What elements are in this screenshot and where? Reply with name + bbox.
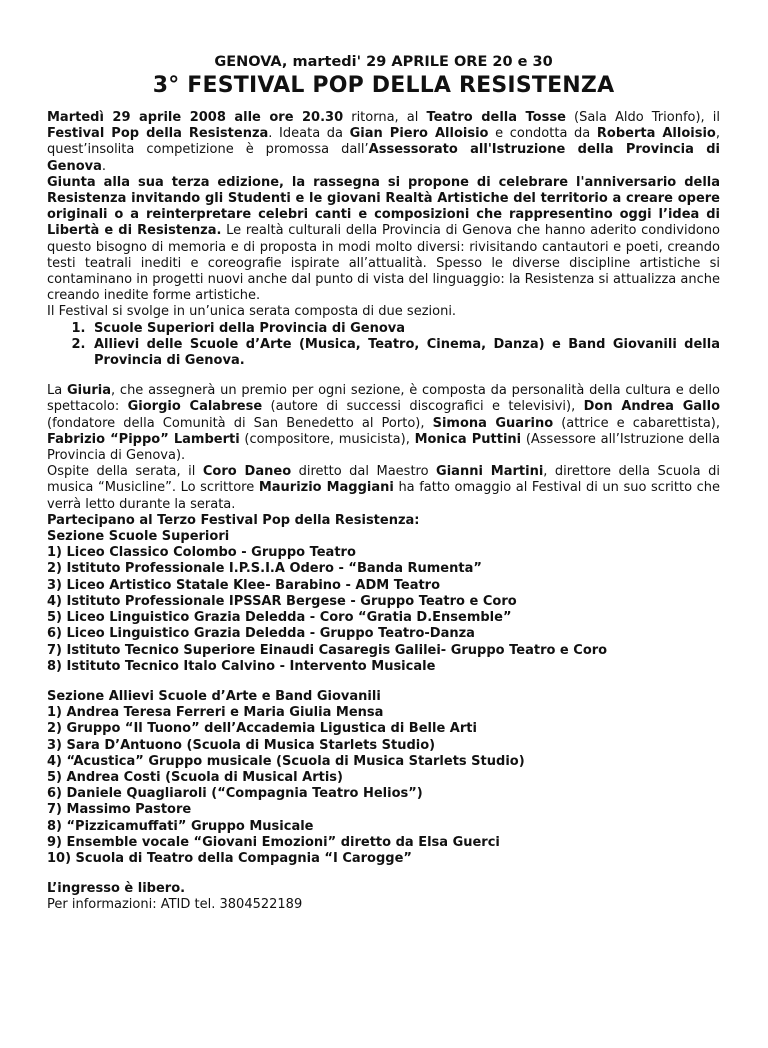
text-run: Roberta Alloisio [596, 126, 716, 142]
list-item: 7) Istituto Tecnico Superiore Einaudi Casaregis Galilei- Gruppo Teatro e Coro [47, 642, 608, 658]
list-item: 10) Scuola di Teatro della Compagnia “I Carogge” [47, 850, 412, 866]
text-run: (autore di successi discografici e televisivi), [262, 399, 584, 415]
text-run: Martedì 29 aprile 2008 alle ore 20.30 [47, 110, 344, 125]
list-item: 6) Liceo Linguistico Grazia Deledda - Gruppo Teatro-Danza [47, 626, 475, 642]
intro-paragraph-2 [47, 175, 720, 305]
text-run: Giuria [66, 383, 112, 399]
list-item: 8) “Pizzicamuffati” Gruppo Musicale [47, 818, 314, 834]
text-run: e condotta da [488, 126, 597, 142]
list-item: 3) Sara D’Antuono (Scuola di Musica Starlets Studio) [47, 737, 436, 753]
list-item: 1) Liceo Classico Colombo - Gruppo Teatro [47, 545, 356, 561]
guest-paragraph [47, 464, 720, 513]
text-run: Simona Guarino [432, 415, 554, 431]
list-item: 3) Liceo Artistico Statale Klee- Barabino - ADM Teatro [47, 577, 441, 593]
document-body [47, 110, 720, 914]
list-item: 8) Istituto Tecnico Italo Calvino - Intervento Musicale [47, 658, 436, 674]
list-item: 5) Andrea Costi (Scuola di Musical Artis) [47, 769, 343, 785]
text-run: Gian Piero Alloisio [349, 126, 489, 142]
text-run: , direttore della Scuola di musica “Musicline”. Lo scrittore [47, 464, 720, 496]
sections-list [47, 321, 720, 370]
text-run: Giunta alla sua terza edizione, la rassegna si propone di celebrare l'anniversario della Resistenza invitando gli Studenti e le giovani Realtà Artistiche del territorio a creare opere originali o a reinterpretare celebri canti e composizioni che rappresentino oggi l’idea di Libertà e di Resistenza. [47, 174, 720, 239]
text-run: , quest’insolita competizione è promossa dall’ [47, 126, 720, 158]
event-date-subtitle: GENOVA, martedi' 29 APRILE ORE 20 e 30 [214, 54, 553, 70]
text-run: Don Andrea Gallo [583, 399, 720, 415]
list-item: 7) Massimo Pastore [47, 802, 192, 818]
intro-paragraph-3: Il Festival si svolge in un’unica serata composta di due sezioni. [47, 304, 457, 320]
section-item: 1. Scuole Superiori della Provincia di Genova [90, 321, 720, 337]
list-item: 5) Liceo Linguistico Grazia Deledda - Coro “Gratia D.Ensemble” [47, 610, 512, 626]
text-run: Teatro della Tosse [426, 110, 566, 125]
list-item: 9) Ensemble vocale “Giovani Emozioni” diretto da Elsa Guerci [47, 834, 500, 850]
list-item: 1) Andrea Teresa Ferreri e Maria Giulia Mensa [47, 705, 384, 721]
free-entry-note: L’ingresso è libero. [47, 881, 186, 897]
list-item: 2) Istituto Professionale I.P.S.I.A Odero - “Banda Rumenta” [47, 561, 482, 577]
text-run: Ospite della serata, il [47, 464, 203, 480]
page-title: 3° FESTIVAL POP DELLA RESISTENZA [152, 73, 615, 98]
text-run: Le realtà culturali della Provincia di Genova che hanno aderito condividono questo bisogno di memoria e di proposta in modi molto diversi: rivisitando cantautori e poeti, creando testi teatrali inediti e coreografie ispirate all’attualità. Spesso le diverse discipline artistiche si contaminano in progetti nuovi anche dal punto di vista del linguaggio: la Resistenza si attualizza anche creando inedite forme artistiche. [47, 223, 721, 304]
text-run: Gianni Martini [436, 464, 544, 480]
list-item: 6) Daniele Quagliaroli (“Compagnia Teatro Helios”) [47, 786, 423, 802]
text-run: Coro Daneo [202, 464, 292, 480]
jury-paragraph [47, 383, 720, 464]
text-run: (fondatore della Comunità di San Benedetto al Porto), [47, 415, 433, 431]
text-run: (Assessore all’Istruzione della Provincia di Genova). [47, 431, 720, 464]
text-run: Giorgio Calabrese [127, 399, 263, 415]
section2-title: Sezione Allievi Scuole d’Arte e Band Giovanili [47, 688, 381, 704]
list-item: 4) Istituto Professionale IPSSAR Bergese - Gruppo Teatro e Coro [47, 593, 517, 609]
text-run: . Ideata da [268, 126, 350, 142]
section1-title: Sezione Scuole Superiori [47, 529, 230, 545]
list-item: 4) “Acustica” Gruppo musicale (Scuola di Musica Starlets Studio) [47, 753, 525, 769]
participants-heading: Partecipano al Terzo Festival Pop della Resistenza: [47, 512, 420, 528]
text-run: Maurizio Maggiani [258, 480, 394, 496]
text-run: (attrice e cabarettista), [553, 415, 720, 431]
list-item: 2) Gruppo “Il Tuono” dell’Accademia Ligustica di Belle Arti [47, 721, 477, 737]
text-run: diretto dal Maestro [291, 464, 437, 480]
text-run: . [101, 158, 107, 174]
info-contact: Per informazioni: ATID tel. 3804522189 [47, 897, 303, 913]
intro-paragraph-1 [47, 110, 720, 175]
text-run: Fabrizio “Pippo” Lamberti [47, 431, 240, 447]
text-run: , che assegnerà un premio per ogni sezione, è composta da personalità della cultura e dello spettacolo: [47, 383, 720, 415]
text-run: La [47, 383, 67, 399]
text-run: (compositore, musicista), [239, 431, 415, 447]
text-run: (Sala Aldo Trionfo), il [565, 110, 721, 125]
text-run: ha fatto omaggio al Festival di un suo scritto che verrà letto durante la serata. [47, 480, 721, 512]
text-run: Monica Puttini [414, 431, 522, 447]
document-page [0, 54, 768, 1048]
text-run: ritorna, al [343, 110, 427, 125]
section-item: 2. Allievi delle Scuole d’Arte (Musica, Teatro, Cinema, Danza) e Band Giovanili della Provincia di Genova. [90, 337, 720, 369]
text-run: Festival Pop della Resistenza [47, 126, 269, 142]
text-run: Assessorato all'Istruzione della Provincia di Genova [47, 142, 720, 174]
